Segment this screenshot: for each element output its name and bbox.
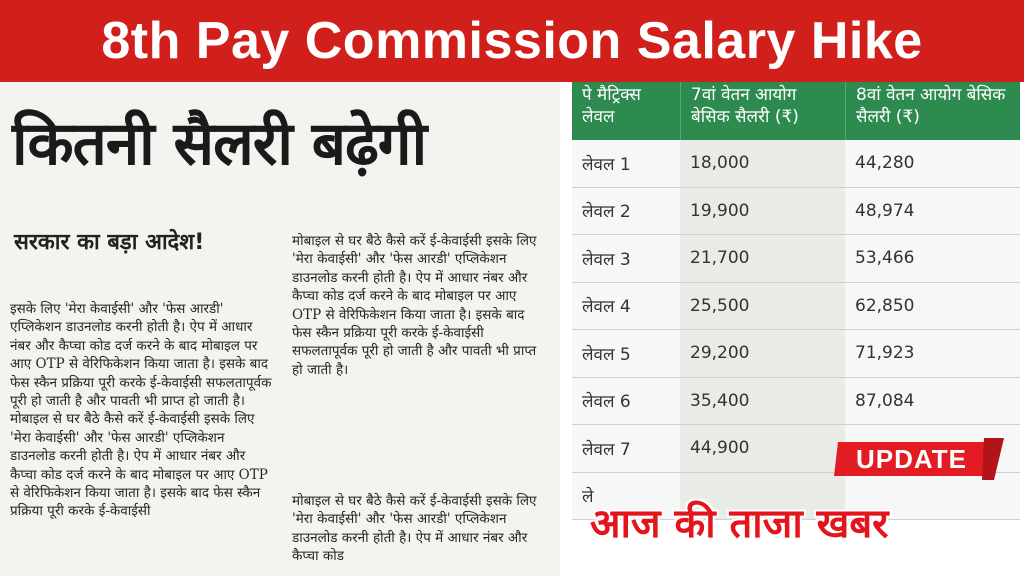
latest-news-tag: आज की ताजा खबर [590, 501, 889, 547]
table-row [572, 378, 1020, 426]
banner-title: 8th Pay Commission Salary Hike [101, 12, 923, 70]
cell-8th-salary: 87,084 [845, 378, 1020, 425]
cell-7th-salary: 35,400 [680, 378, 845, 425]
header-7th-basic: 7वां वेतन आयोग बेसिक सैलरी (₹) [680, 82, 845, 140]
cell-level: ले [572, 473, 680, 520]
title-banner [0, 0, 1024, 82]
cell-7th-salary: 18,000 [680, 140, 845, 187]
article-column-right-top: मोबाइल से घर बैठे कैसे करें ई-केवाईसी इसके लिए 'मेरा केवाईसी' और 'फेस आरडी' एप्लिकेशन डाउनलोड करनी होती है। ऐप में आधार नंबर और कैप्चा कोड दर्ज करने के बाद मोबाइल पर आए OTP से वेरिफिकेशन किया जाता है। इसके बाद फेस स्कैन प्रक्रिया पूरी करके ई-केवाईसी सफलतापूर्वक पूरी हो जाती है और पावती भी प्राप्त हो जाती है। [292, 233, 537, 378]
table-header [572, 82, 1020, 140]
cell-7th-salary: 29,200 [680, 330, 845, 377]
cell-level: लेवल 3 [572, 235, 680, 282]
cell-level: लेवल 2 [572, 188, 680, 235]
cell-7th-salary: 21,700 [680, 235, 845, 282]
table-row [572, 235, 1020, 283]
table-row [572, 188, 1020, 236]
newspaper-clipping [0, 82, 560, 576]
table-row [572, 140, 1020, 188]
cell-8th-salary: 62,850 [845, 283, 1020, 330]
cell-8th-salary: 48,974 [845, 188, 1020, 235]
cell-level: लेवल 6 [572, 378, 680, 425]
cell-level: लेवल 1 [572, 140, 680, 187]
cell-8th-salary: 53,466 [845, 235, 1020, 282]
article-headline: कितनी सैलरी बढ़ेगी [12, 109, 427, 179]
table-row [572, 283, 1020, 331]
cell-7th-salary: 25,500 [680, 283, 845, 330]
header-pay-level: पे मैट्रिक्स लेवल [582, 85, 641, 127]
update-label: UPDATE [856, 444, 967, 474]
cell-level: लेवल 4 [572, 283, 680, 330]
cell-7th-salary: 44,900 [680, 425, 845, 472]
update-badge [834, 438, 1004, 480]
article-subhead: सरकार का बड़ा आदेश! [14, 230, 205, 255]
header-8th-basic: 8वां वेतन आयोग बेसिक सैलरी (₹) [845, 82, 1020, 140]
article-column-left: इसके लिए 'मेरा केवाईसी' और 'फेस आरडी' एप्लिकेशन डाउनलोड करनी होती है। ऐप में आधार नंबर और कैप्चा कोड दर्ज करने के बाद मोबाइल पर आए OTP से वेरिफिकेशन किया जाता है। इसके बाद फेस स्कैन प्रक्रिया पूरी करके ई-केवाईसी सफलतापूर्वक पूरी हो जाती है और पावती भी प्राप्त हो जाती है।मोबाइल से घर बैठे कैसे करें ई-केवाईसी इसके लिए 'मेरा केवाईसी' और 'फेस आरडी' एप्लिकेशन डाउनलोड करनी होती है। ऐप में आधार नंबर और कैप्चा कोड दर्ज करने के बाद मोबाइल पर आए OTP से वेरिफिकेशन किया जाता है। इसके बाद फेस स्कैन प्रक्रिया पूरी करके ई-केवाईसी [10, 301, 272, 520]
cell-8th-salary: 71,923 [845, 330, 1020, 377]
table-row [572, 330, 1020, 378]
cell-level: लेवल 5 [572, 330, 680, 377]
cell-8th-salary: 44,280 [845, 140, 1020, 187]
article-column-right-bottom: मोबाइल से घर बैठे कैसे करें ई-केवाईसी इसके लिए 'मेरा केवाईसी' और 'फेस आरडी' एप्लिकेशन डाउनलोड करनी होती है। ऐप में आधार नंबर और कैप्चा कोड [292, 493, 537, 565]
cell-7th-salary: 19,900 [680, 188, 845, 235]
cell-level: लेवल 7 [572, 425, 680, 472]
